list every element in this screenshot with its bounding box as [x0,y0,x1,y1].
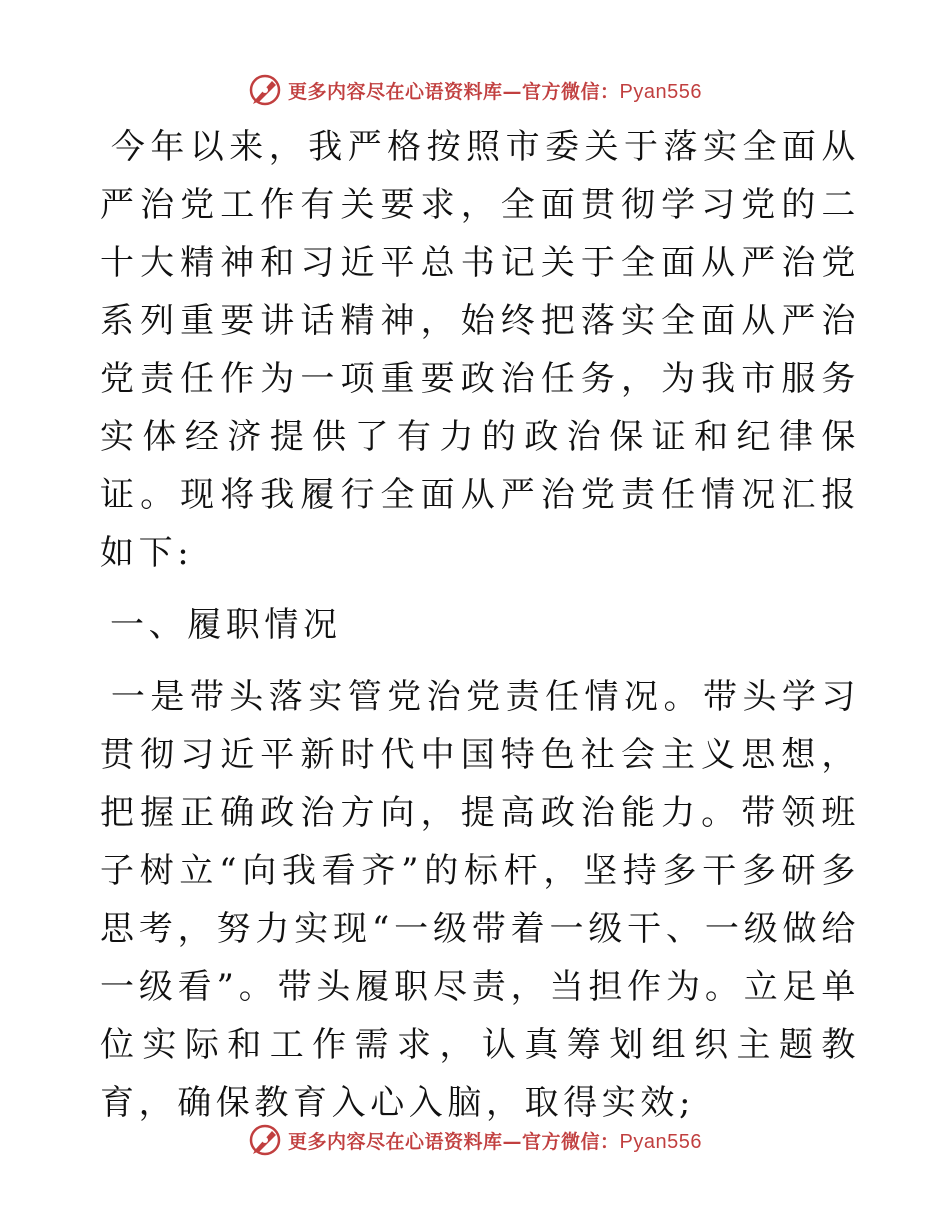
paragraph-intro: 今年以来，我严格按照市委关于落实全面从严治党工作有关要求，全面贯彻学习党的二十大精神和习近平总书记关于全面从严治党系列重要讲话精神，始终把落实全面从严治党责任作为一项重要政治任务，为我市服务实体经济提供了有力的政治保证和纪律保证。现将我履行全面从严治党责任情况汇报如下: [100,127,860,573]
pen-circle-logo-icon [248,73,282,107]
watermark-text: 更多内容尽在心语资料库—官方微信：Pyan556 [288,80,702,103]
watermark-footer [0,1120,950,1160]
document-body [100,118,860,1132]
paragraph-item-1: 一是带头落实管党治党责任情况。带头学习贯彻习近平新时代中国特色社会主义思想，把握正确政治方向，提高政治能力。带领班子树立“向我看齐”的标杆，坚持多干多研多思考，努力实现“一级带着一级干、一级做给一级看”。带头履职尽责，当担作为。立足单位实际和工作需求，认真筹划组织主题教育，确保教育入心入脑，取得实效; [100,677,860,1123]
pen-circle-logo-icon [248,1123,282,1157]
watermark-text: 更多内容尽在心语资料库—官方微信：Pyan556 [288,1130,702,1153]
watermark-header [0,70,950,110]
section-heading: 一、履职情况 [110,605,342,645]
